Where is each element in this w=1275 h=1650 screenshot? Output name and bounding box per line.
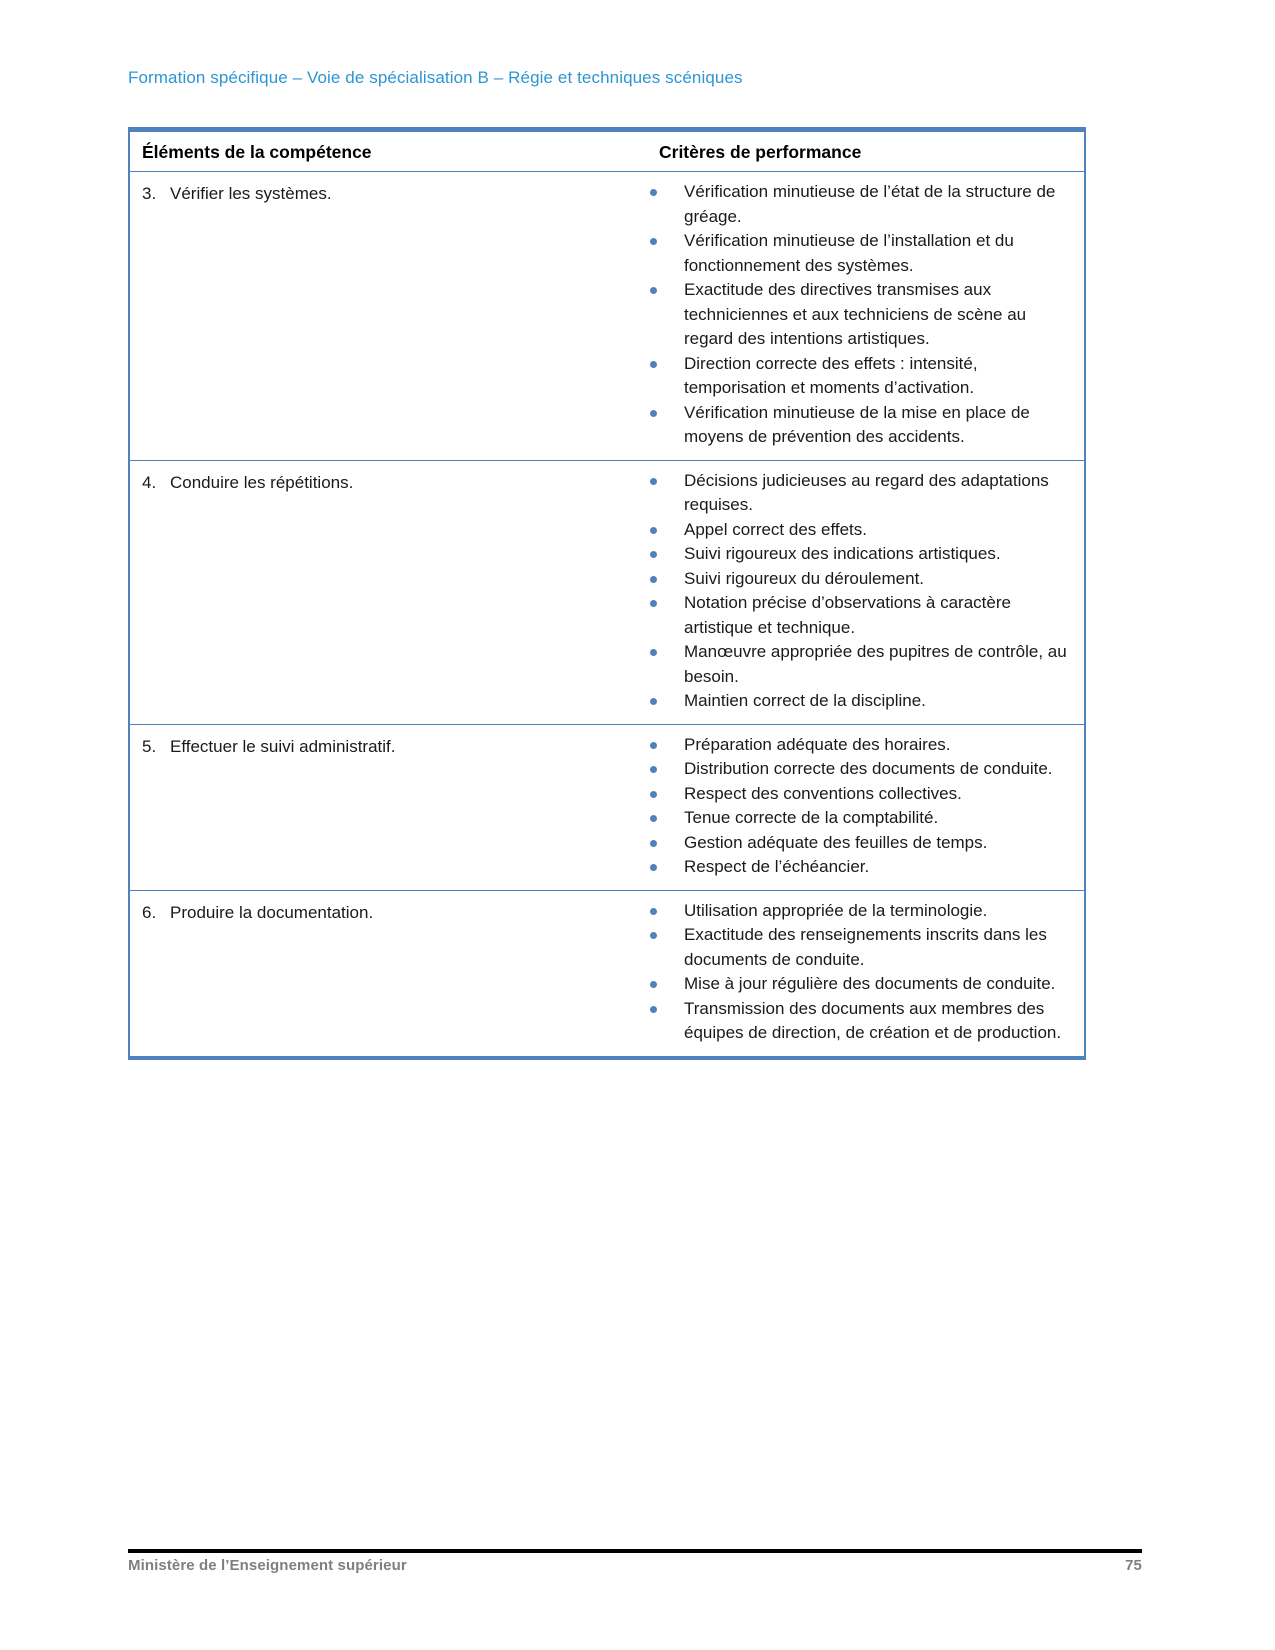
element-cell bbox=[129, 890, 647, 1058]
criteria-cell bbox=[647, 460, 1085, 724]
criterion-item: Préparation adéquate des horaires. bbox=[647, 733, 1078, 758]
criterion-item: Exactitude des renseignements inscrits dans les documents de conduite. bbox=[647, 923, 1078, 972]
column-header-criteria: Critères de performance bbox=[647, 130, 1085, 172]
element-number: 6. bbox=[142, 902, 157, 922]
criteria-cell bbox=[647, 890, 1085, 1058]
criterion-item: Respect des conventions collectives. bbox=[647, 782, 1078, 807]
criterion-item: Vérification minutieuse de l’état de la structure de gréage. bbox=[647, 180, 1078, 229]
criterion-item: Maintien correct de la discipline. bbox=[647, 689, 1078, 714]
element-number: 3. bbox=[142, 184, 157, 203]
element-label: Vérifier les systèmes. bbox=[170, 184, 332, 203]
criterion-item: Respect de l’échéancier. bbox=[647, 855, 1078, 880]
element-label: Conduire les répétitions. bbox=[170, 472, 354, 492]
element-cell bbox=[129, 460, 647, 724]
element-cell bbox=[129, 172, 647, 461]
element-number: 5. bbox=[142, 736, 157, 756]
element-label: Effectuer le suivi administratif. bbox=[170, 736, 396, 756]
criterion-item: Vérification minutieuse de l’installation et du fonctionnement des systèmes. bbox=[647, 229, 1078, 278]
table-row bbox=[129, 724, 1085, 890]
criterion-item: Appel correct des effets. bbox=[647, 518, 1078, 543]
criteria-list bbox=[647, 899, 1078, 1046]
criterion-item: Vérification minutieuse de la mise en place de moyens de prévention des accidents. bbox=[647, 401, 1078, 450]
criterion-item: Transmission des documents aux membres des équipes de direction, de création et de production. bbox=[647, 997, 1078, 1046]
competency-table bbox=[128, 127, 1086, 1060]
criterion-item: Suivi rigoureux des indications artistiques. bbox=[647, 542, 1078, 567]
footer-ministry: Ministère de l’Enseignement supérieur bbox=[128, 1557, 407, 1574]
criterion-item: Notation précise d’observations à caractère artistique et technique. bbox=[647, 591, 1078, 640]
criteria-cell bbox=[647, 172, 1085, 461]
criterion-item: Mise à jour régulière des documents de conduite. bbox=[647, 972, 1078, 997]
criterion-item: Distribution correcte des documents de conduite. bbox=[647, 757, 1078, 782]
criteria-list bbox=[647, 180, 1078, 450]
table-head bbox=[129, 130, 1085, 172]
criterion-item: Tenue correcte de la comptabilité. bbox=[647, 806, 1078, 831]
table-header-row bbox=[129, 130, 1085, 172]
element-cell bbox=[129, 724, 647, 890]
column-header-elements: Éléments de la compétence bbox=[129, 130, 647, 172]
criterion-item: Utilisation appropriée de la terminologie. bbox=[647, 899, 1078, 924]
page-number: 75 bbox=[1125, 1557, 1142, 1574]
criterion-item: Gestion adéquate des feuilles de temps. bbox=[647, 831, 1078, 856]
element-label: Produire la documentation. bbox=[170, 902, 374, 922]
criterion-item: Manœuvre appropriée des pupitres de contrôle, au besoin. bbox=[647, 640, 1078, 689]
footer-rule bbox=[128, 1549, 1142, 1553]
criterion-item: Suivi rigoureux du déroulement. bbox=[647, 567, 1078, 592]
table-body bbox=[129, 172, 1085, 1058]
page-footer bbox=[128, 1549, 1142, 1574]
page-header: Formation spécifique – Voie de spécialisation B – Régie et techniques scéniques bbox=[128, 68, 743, 87]
criterion-item: Direction correcte des effets : intensité, temporisation et moments d’activation. bbox=[647, 352, 1078, 401]
element-number: 4. bbox=[142, 472, 157, 492]
criterion-item: Exactitude des directives transmises aux techniciennes et aux techniciens de scène au regard des intentions artistiques. bbox=[647, 278, 1078, 352]
table-row bbox=[129, 460, 1085, 724]
table-row bbox=[129, 890, 1085, 1058]
criteria-cell bbox=[647, 724, 1085, 890]
table-row bbox=[129, 172, 1085, 461]
criteria-list bbox=[647, 469, 1078, 714]
criteria-list bbox=[647, 733, 1078, 880]
criterion-item: Décisions judicieuses au regard des adaptations requises. bbox=[647, 469, 1078, 518]
